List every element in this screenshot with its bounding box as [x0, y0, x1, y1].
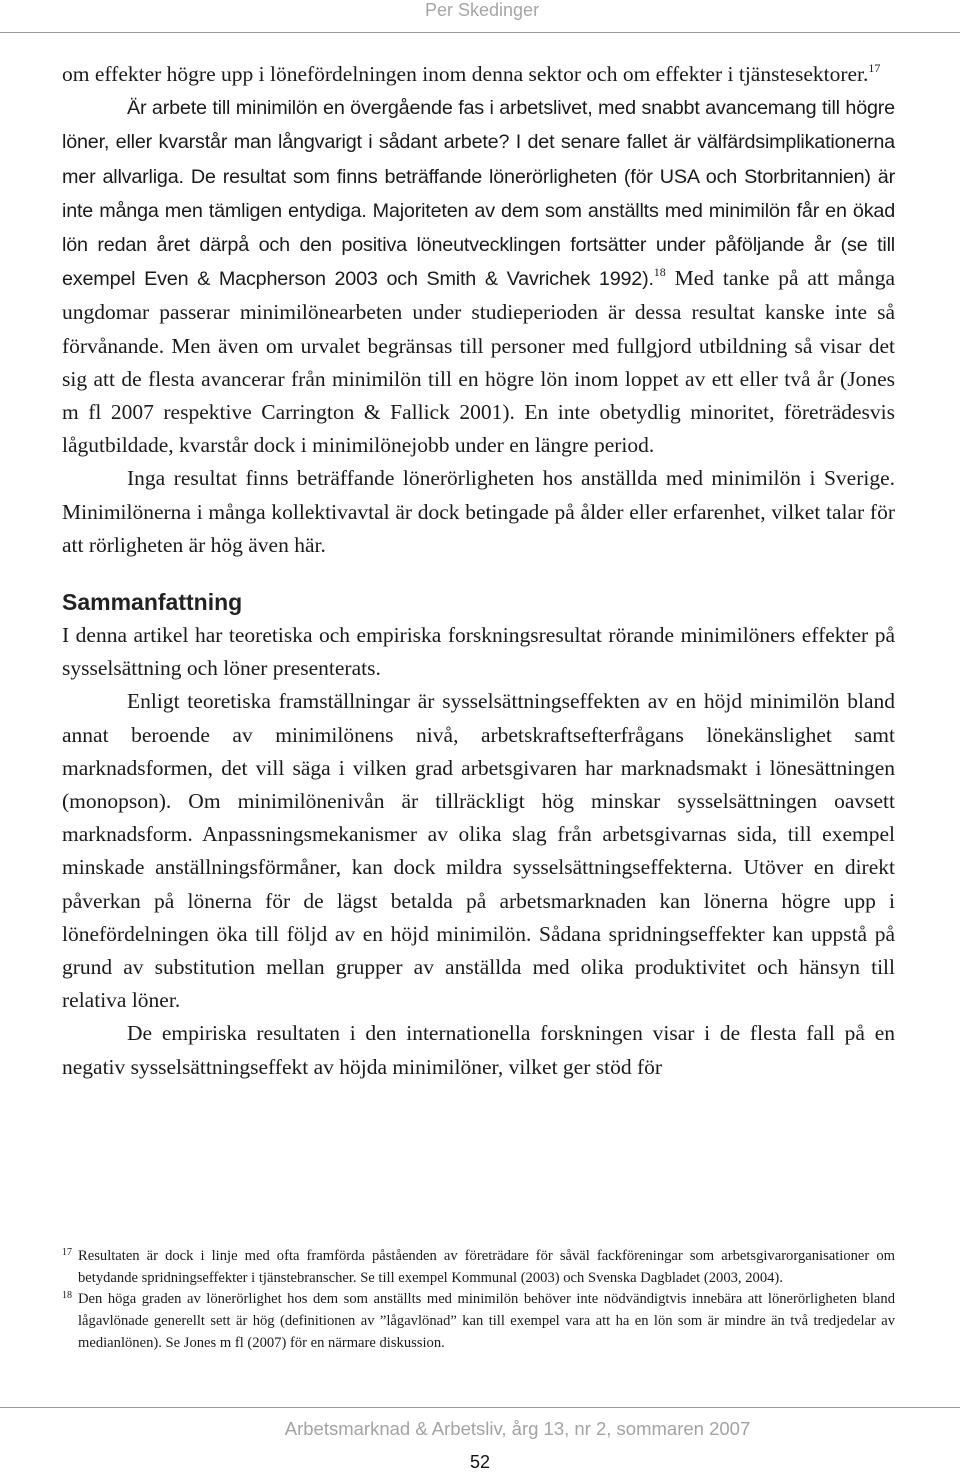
- paragraph-2-text-a: Är arbete till minimilön en övergående fas i arbetslivet, med snabbt avancemang till högre löner, eller kvarstår man långvarigt i sådant arbete? I det senare fallet är välfärdsimplikationerna mer allvarliga. De resultat som finns beträffande lönerörligheten (för USA och Storbritannien) är inte många men tämligen entydiga. Majoriteten av dem som anställts med minimilön får en ökad lön redan året därpå och den positiva löneutvecklingen fortsätter under påföljande år (se till exempel Even & Macpherson 2003 och Smith & Vavrichek 1992).: [62, 97, 895, 291]
- header-rule: [0, 32, 960, 33]
- footnote-text: Resultaten är dock i linje med ofta framförda påståenden av företrädare för såväl fackföreningar som arbetsgivarorganisationer om betydande spridningseffekter i tjänstebranscher. Se till exempel Kommunal (2003) och Svenska Dagbladet (2003, 2004).: [78, 1248, 895, 1286]
- body-text: [62, 58, 895, 1084]
- paragraph-2-text-b: Med tanke på att många ungdomar passerar minimilönearbeten under studieperioden är dessa resultat kanske inte så förvånande. Men även om urvalet begränsas till personer med fullgjord utbildning så visar det sig att de flesta avancerar från minimilön till en högre lön inom loppet av ett eller två år (Jones m fl 2007 respektive Carrington & Fallick 2001). En inte obetydlig minoritet, företrädesvis lågutbildade, kvarstår dock i minimilönejobb under en längre period.: [62, 266, 896, 458]
- footnote-ref-18[interactable]: 18: [653, 265, 666, 280]
- running-head: Per Skedinger: [425, 0, 540, 20]
- paragraph-1: [62, 58, 895, 91]
- footnote-number: 18: [62, 1290, 72, 1302]
- page-number-text: 52: [469, 1452, 491, 1472]
- footnote-number: 17: [62, 1247, 72, 1258]
- paragraph-1-text: om effekter högre upp i lönefördelningen inom denna sektor och om effekter i tjänstesektorer.: [62, 62, 869, 86]
- footnote-17: [62, 1246, 895, 1289]
- footnote-18: [62, 1289, 895, 1354]
- paragraph-2: [62, 91, 895, 462]
- footnotes: [62, 1246, 895, 1355]
- page-number: [0, 1452, 960, 1473]
- footer-rule: [0, 1407, 960, 1408]
- paragraph-4: I denna artikel har teoretiska och empiriska forskningsresultat rörande minimilöners effekter på sysselsättning och löner presenterats.: [62, 623, 895, 681]
- journal-footer: [0, 1418, 960, 1440]
- journal-citation: Arbetsmarknad & Arbetsliv, årg 13, nr 2, sommaren 2007: [284, 1418, 751, 1439]
- footnote-ref-17[interactable]: 17: [868, 61, 881, 75]
- paragraph-5: Enligt teoretiska framställningar är sysselsättningseffekten av en höjd minimilön bland annat beroende av minimilönens nivå, arbetskraftsefterfrågans lönekänslighet samt marknadsformen, det vill säga i vilken grad arbetsgivaren har marknadsmakt i lönesättningen (monopson). Om minimilönenivån är tillräckligt hög minskar sysselsättningen oavsett marknadsform. Anpassningsmekanismer av olika slag från arbetsgivarnas sida, till exempel minskade anställningsförmåner, kan dock mildra sysselsättningseffekterna. Utöver en direkt påverkan på lönerna för de lägst betalda på arbetsmarknaden kan lönerna högre upp i lönefördelningen öka till följd av en höjd minimilön. Sådana spridningseffekter kan uppstå på grund av substitution mellan grupper av anställda med olika produktivitet och hänsyn till relativa löner.: [62, 689, 895, 1013]
- section-heading: Sammanfattning: [62, 589, 243, 616]
- paragraph-6: De empiriska resultaten i den internationella forskningen visar i de flesta fall på en negativ sysselsättningseffekt av höjda minimilöner, vilket ger stöd för: [62, 1021, 895, 1079]
- paragraph-3: Inga resultat finns beträffande lönerörligheten hos anställda med minimilön i Sverige. Minimilönerna i många kollektivavtal är dock betingade på ålder eller erfarenhet, vilket talar för att rörligheten är hög även här.: [62, 466, 895, 557]
- footnote-text: Den höga graden av lönerörlighet hos dem som anställts med minimilön behöver inte nödvändigtvis innebära att lönerörligheten bland lågavlönade generellt sett är hög (definitionen av ”lågavlönad” kan till exempel vara att ha en lön som är mindre än två tredjedelar av medianlönen). Se Jones m fl (2007) för en närmare diskussion.: [78, 1291, 895, 1351]
